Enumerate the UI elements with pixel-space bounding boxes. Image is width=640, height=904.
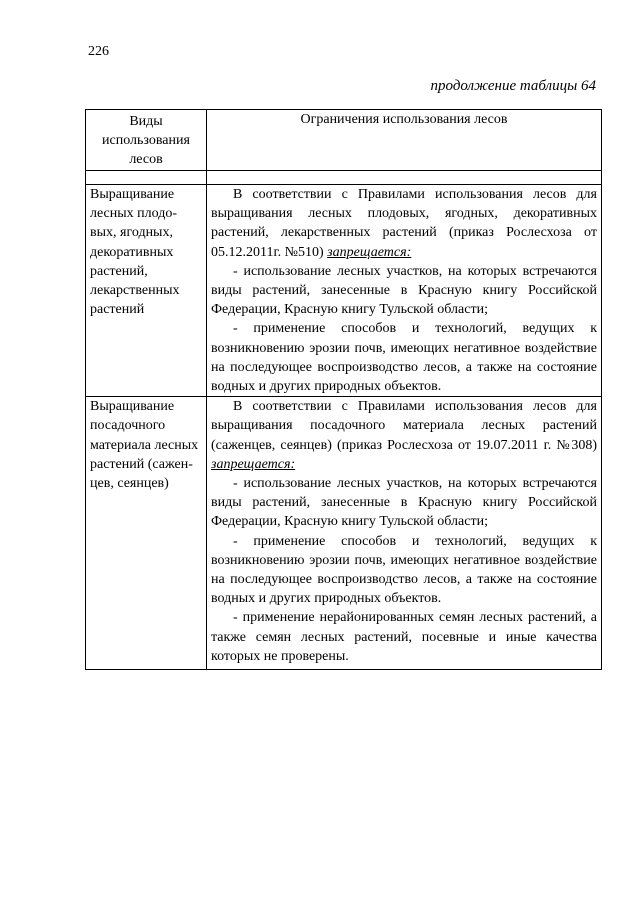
restriction-item: - использование лесных участков, на которых встречаются виды растений, занесенные в Красную книгу Российской Федерации, Красную книгу Тульской области; [211, 476, 597, 530]
restriction-item: - использование лесных участков, на которых встречаются виды растений, занесенные в Красную книгу Российской Федерации, Красную книгу Тульской области; [211, 263, 597, 318]
restriction-cell [207, 397, 602, 670]
table-spacer-row [86, 171, 602, 185]
table-row [86, 185, 602, 397]
usage-type-cell: Выращивание посадочного материала лесных растений (сажен-цев, сеянцев) [86, 397, 207, 670]
intro-text: В соответствии с Правилами использования лесов для выращивания лесных плодовых, ягодных, декоративных растений, лекарственных растений (приказ Рослесхоза от 05.12.2011г. №510) [211, 187, 597, 260]
prohibited-label: запрещается: [211, 456, 296, 472]
restriction-item: - применение нерайонированных семян лесных растений, а также семян лесных растений, посевные и иные качества которых не проверены. [211, 610, 597, 664]
restriction-item: - применение способов и технологий, ведущих к возникновению эрозии почв, имеющих негативное воздействие на последующее воспроизводство лесов, а также на состояние водных и других природных объектов. [211, 321, 597, 395]
table-header-row [86, 110, 602, 171]
restriction-cell [207, 185, 602, 397]
restriction-intro [211, 397, 597, 474]
intro-text: В соответствии с Правилами использования лесов для выращивания посадочного материала лесных растений (саженцев, сеянцев) (приказ Рослесхоза от 19.07.2011 г. №308) [211, 399, 597, 453]
spacer-cell [207, 171, 602, 185]
restriction-item: - применение способов и технологий, ведущих к возникновению эрозии почв, имеющих негативное воздействие на последующее воспроизводство лесов, а также на состояние водных и других природных объектов. [211, 533, 597, 607]
prohibited-label: запрещается: [327, 244, 412, 260]
table-continuation-caption: продолжение таблицы 64 [430, 78, 596, 94]
table-row [86, 397, 602, 670]
spacer-cell [86, 171, 207, 185]
restrictions-table [85, 109, 602, 670]
restriction-intro [211, 185, 597, 262]
header-restrictions: Ограничения использования лесов [207, 110, 602, 171]
page-number: 226 [88, 44, 109, 59]
header-usage-types: Виды использования лесов [86, 110, 207, 171]
usage-type-cell: Выращивание лесных плодо-вых, ягодных, декоративных растений, лекарственных растений [86, 185, 207, 397]
